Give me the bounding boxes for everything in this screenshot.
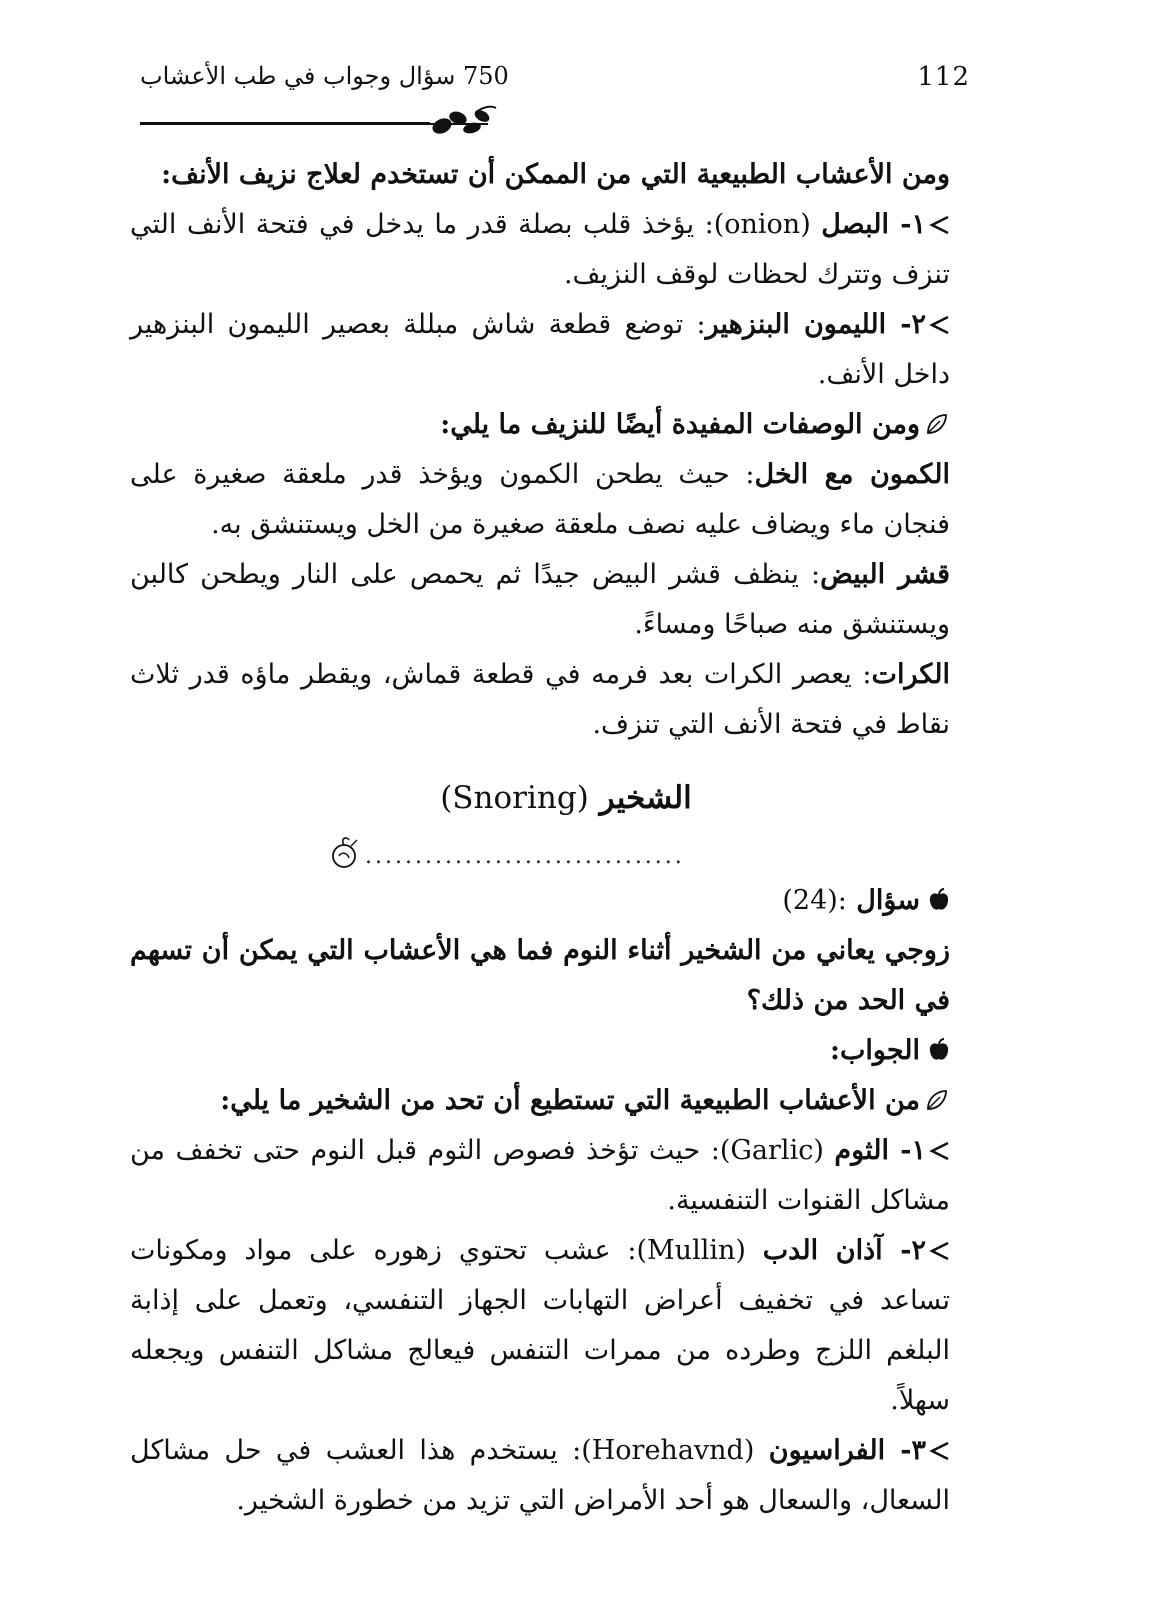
lemon-heading: ٢- الليمون البنزهير — [705, 309, 926, 340]
list-item-onion — [130, 200, 1002, 300]
recipe-eggshell — [130, 550, 1002, 650]
horehound-heading: ٣- الفراسيون — [768, 1435, 926, 1466]
page-number: 112 — [917, 62, 970, 92]
mullin-text: : عشب تحتوي زهوره على مواد ومكونات تساعد في تخفيف أعراض التهابات الجهاز التنفسي، وتعمل على إذابة البلغم اللزج وطرده من ممرات التنفس فيعالج مشاكل التنفس ويجعله سهلاً. — [130, 1235, 950, 1416]
intro-paragraph: ومن الأعشاب الطبيعية التي من الممكن أن تستخدم لعلاج نزيف الأنف: — [161, 159, 950, 190]
section-title — [130, 772, 1002, 824]
onion-english: (onion) — [713, 209, 811, 240]
recipes-intro — [130, 400, 1002, 450]
question-number: (24): — [782, 885, 847, 916]
dotted-line: ................................ — [365, 844, 685, 869]
garlic-text: : حيث تؤخذ فصوص الثوم قبل النوم حتى تخفف من مشاكل القنوات التنفسية. — [130, 1135, 950, 1216]
mullin-heading: ٢- آذان الدب — [762, 1235, 926, 1266]
leaf-bullet-icon — [924, 411, 950, 437]
arrow-bullet-icon — [928, 1141, 950, 1161]
list-item-lemon — [130, 300, 1002, 400]
answer-word: الجواب: — [830, 1035, 920, 1066]
page-header — [140, 62, 970, 112]
onion-text: : يؤخذ قلب بصلة قدر ما يدخل في فتحة الأنف التي تنزف وتترك لحظات لوقف النزيف. — [130, 209, 950, 290]
question-word: سؤال — [856, 885, 920, 916]
answer-intro — [130, 1076, 1002, 1126]
apple-icon — [928, 888, 950, 912]
recipe-leek — [130, 650, 1002, 750]
list-item-horehound — [130, 1426, 1002, 1526]
page-content — [130, 150, 1002, 1526]
question-label — [130, 876, 1002, 926]
leek-heading: الكرات — [871, 659, 950, 690]
leaf-bullet-icon — [924, 1087, 950, 1113]
book-title: 750 سؤال وجواب في طب الأعشاب — [140, 62, 509, 90]
apple-icon — [928, 1038, 950, 1062]
eggshell-text: : ينظف قشر البيض جيدًا ثم يحمص على النار ويطحن كالبن ويستنشق منه صباحًا ومساءً. — [130, 559, 950, 640]
list-item-mullin — [130, 1226, 1002, 1426]
list-item-garlic — [130, 1126, 1002, 1226]
recipes-intro-text: ومن الوصفات المفيدة أيضًا للنزيف ما يلي: — [440, 409, 920, 440]
eggshell-heading: قشر البيض — [820, 559, 950, 590]
flower-ornament-icon — [325, 834, 363, 872]
cumin-heading: الكمون مع الخل — [754, 459, 951, 490]
arrow-bullet-icon — [928, 315, 950, 335]
section-title-arabic: الشخير — [599, 780, 692, 816]
leaf-branch-icon — [418, 102, 498, 142]
cumin-text: : حيث يطحن الكمون ويؤخذ قدر ملعقة صغيرة على فنجان ماء ويضاف عليه نصف ملعقة صغيرة من الخل ويستنشق به. — [130, 459, 950, 540]
leek-text: : يعصر الكرات بعد فرمه في قطعة قماش، ويقطر ماؤه قدر ثلاث نقاط في فتحة الأنف التي تنزف. — [130, 659, 950, 740]
question-text: زوجي يعاني من الشخير أثناء النوم فما هي الأعشاب التي يمكن أن تسهم في الحد من ذلك؟ — [130, 935, 950, 1016]
arrow-bullet-icon — [928, 215, 950, 235]
lemon-text: : توضع قطعة شاش مبللة بعصير الليمون البنزهير داخل الأنف. — [130, 309, 950, 390]
arrow-bullet-icon — [928, 1441, 950, 1461]
arrow-bullet-icon — [928, 1241, 950, 1261]
answer-intro-text: من الأعشاب الطبيعية التي تستطيع أن تحد من الشخير ما يلي: — [220, 1085, 920, 1116]
section-title-english: (Snoring) — [440, 780, 589, 816]
mullin-english: (Mullin) — [636, 1235, 746, 1266]
header-rule — [140, 122, 430, 125]
horehound-text: : يستخدم هذا العشب في حل مشاكل السعال، والسعال هو أحد الأمراض التي تزيد من خطورة الشخير. — [130, 1435, 950, 1516]
onion-heading: ١- البصل — [821, 209, 926, 240]
horehound-english: (Horehavnd) — [581, 1435, 755, 1466]
section-divider — [130, 832, 1002, 872]
garlic-heading: ١- الثوم — [834, 1135, 927, 1166]
recipe-cumin — [130, 450, 1002, 550]
garlic-english: (Garlic) — [719, 1135, 824, 1166]
answer-label — [130, 1026, 1002, 1076]
